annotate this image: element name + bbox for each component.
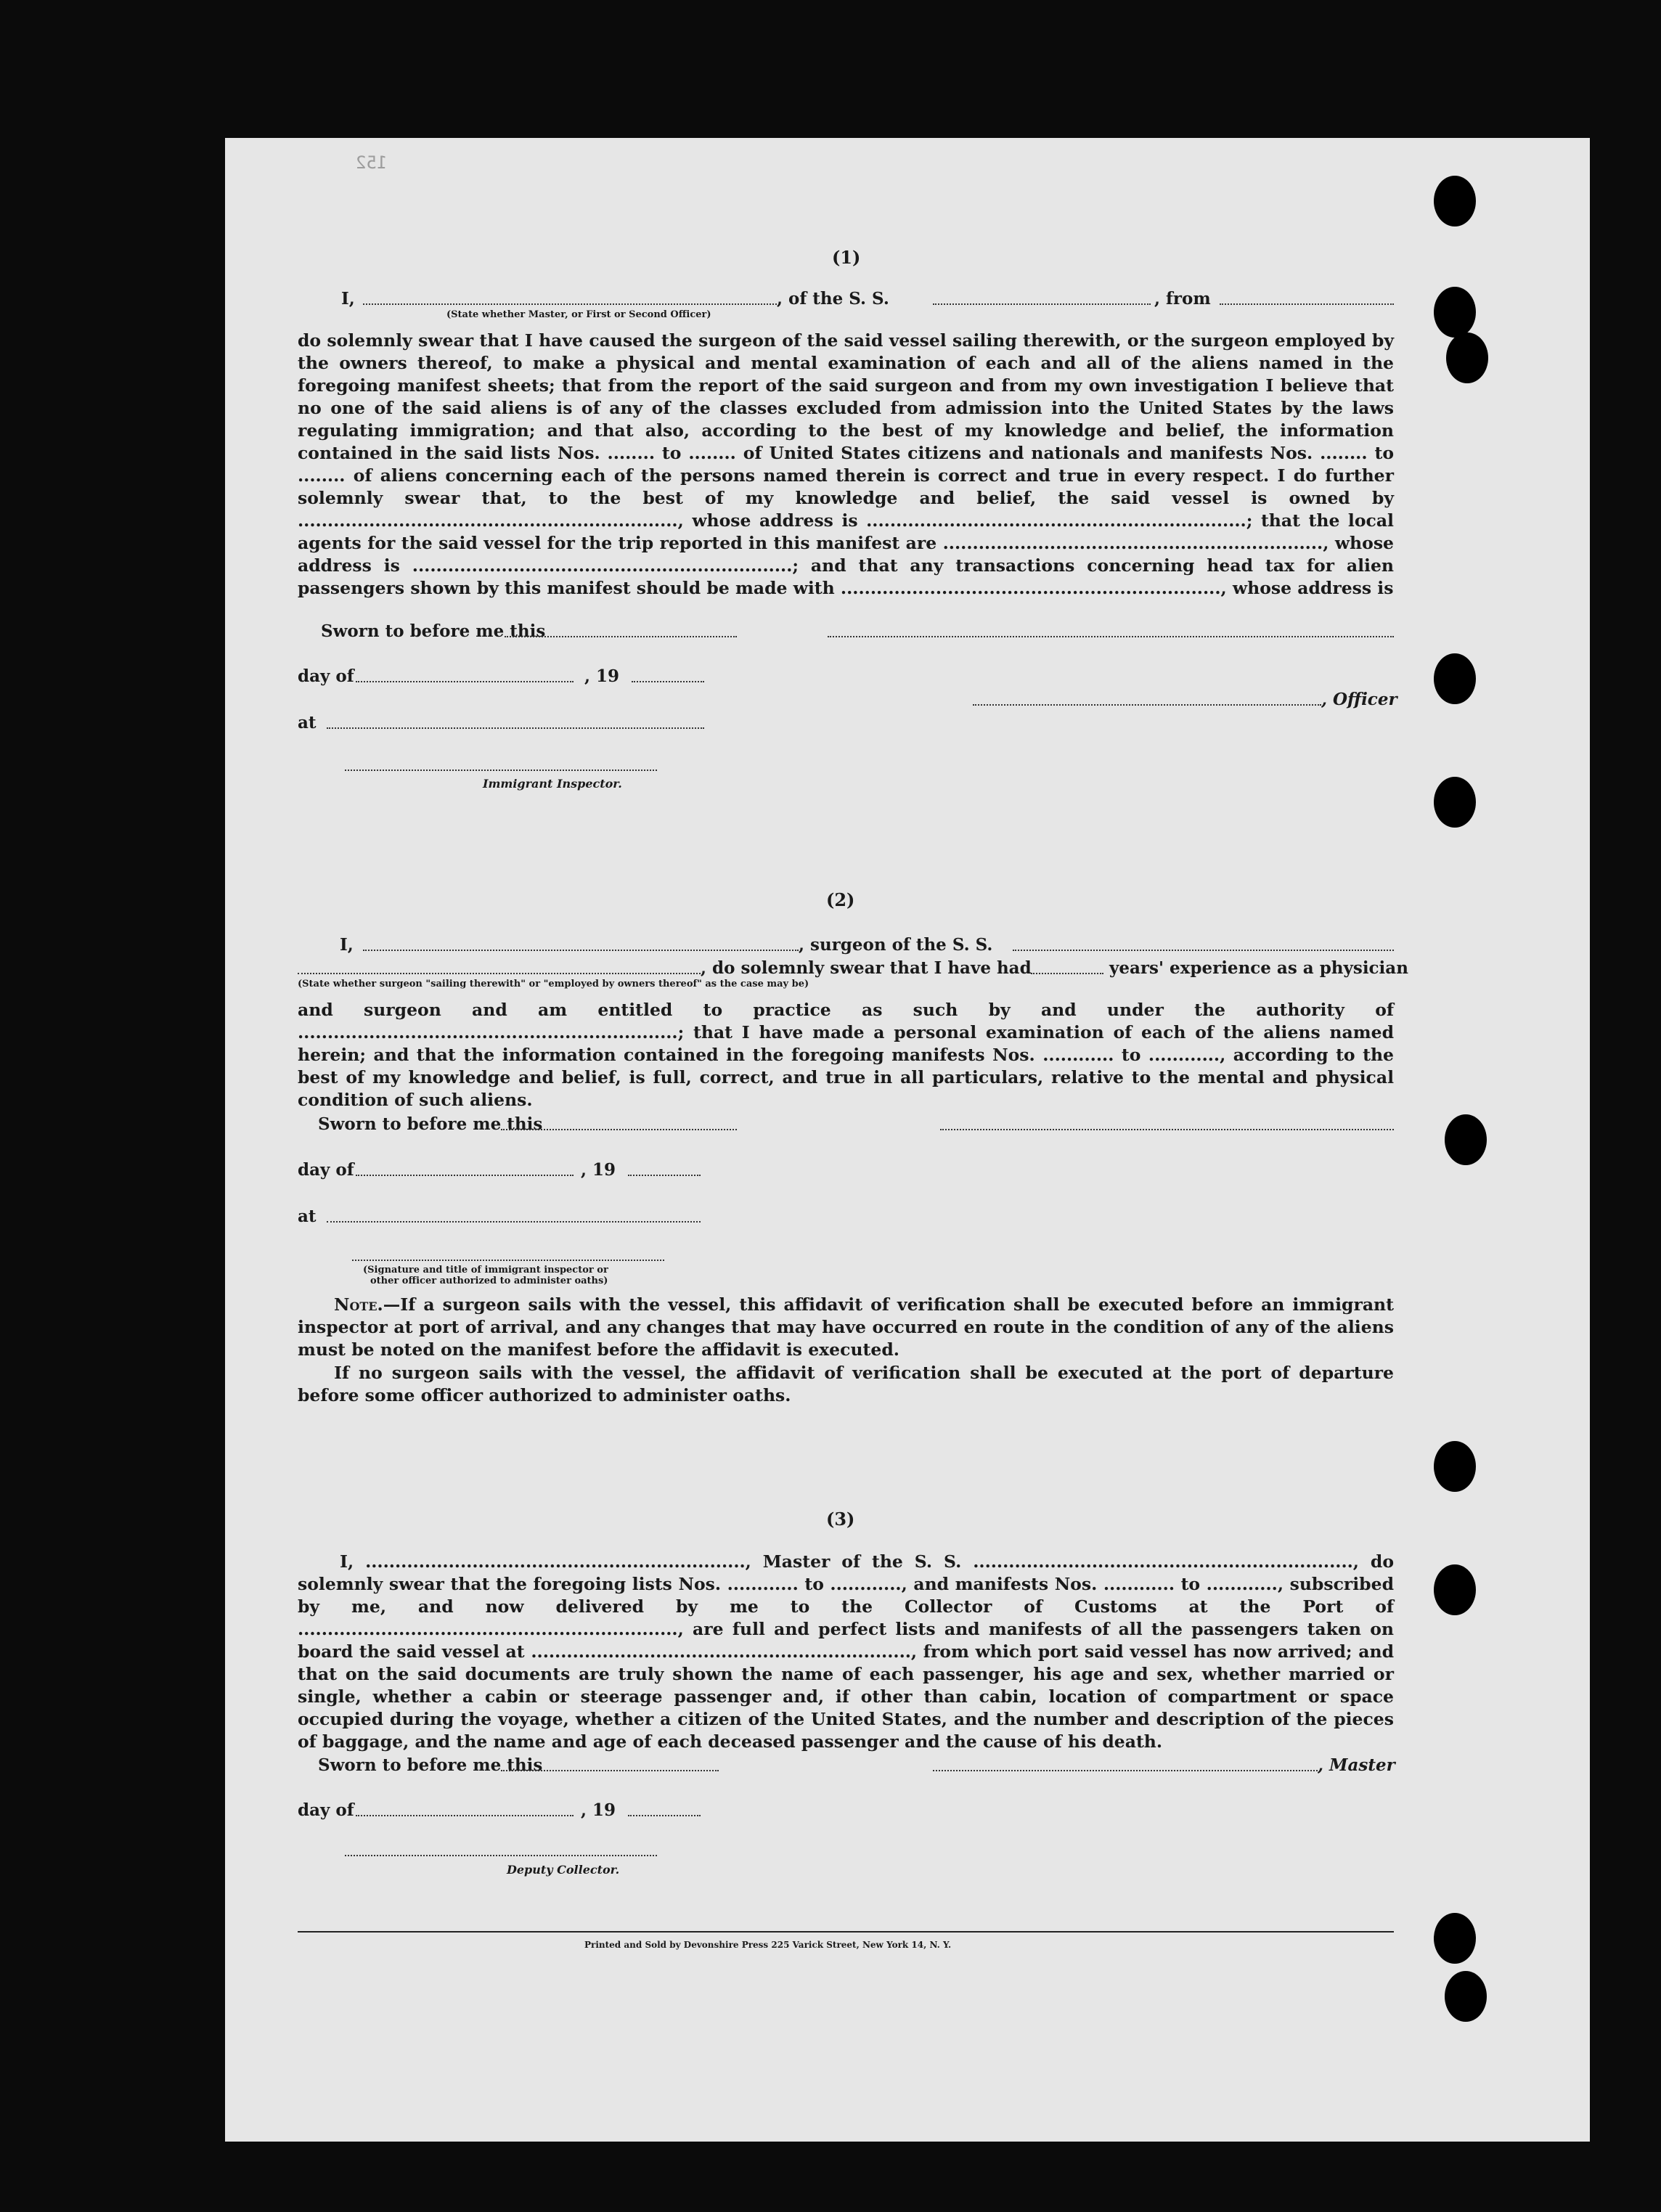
punch-hole <box>1434 287 1476 338</box>
s1-sworn-line <box>505 636 737 637</box>
punch-hole <box>1434 777 1476 828</box>
s3-deputy-line <box>345 1855 657 1856</box>
s1-i-label: I, <box>341 289 355 309</box>
s1-officer-sig-line <box>828 636 1394 637</box>
s1-year-label: , 19 <box>584 666 620 686</box>
s2-day-line <box>356 1175 574 1176</box>
s1-year-line <box>632 681 704 682</box>
s2-signature-note-1: (Signature and title of immigrant inspector or <box>363 1265 608 1276</box>
s2-signature-line <box>940 1129 1394 1130</box>
s1-of-ss-label: , of the S. S. <box>777 289 889 309</box>
s1-at-line <box>327 727 704 729</box>
s3-year-line <box>628 1815 701 1816</box>
s1-ship-line <box>933 303 1151 305</box>
punch-hole <box>1445 1971 1487 2022</box>
punch-hole <box>1434 176 1476 226</box>
s1-day-label: day of <box>298 666 354 686</box>
s1-officer-note: (State whether Master, or First or Second Officer) <box>446 309 711 320</box>
punch-hole <box>1434 653 1476 704</box>
s1-officer-line <box>973 704 1321 706</box>
s1-inspector-label: Immigrant Inspector. <box>483 777 622 791</box>
s1-sworn-label: Sworn to before me this <box>321 621 546 641</box>
section-3-number: (3) <box>826 1509 855 1530</box>
punch-hole <box>1446 332 1488 383</box>
s2-signature-note-2: other officer authorized to administer oaths) <box>370 1276 608 1286</box>
manifest-page <box>225 138 1590 2142</box>
s2-years-line <box>1031 973 1103 974</box>
punch-hole <box>1434 1564 1476 1615</box>
s3-master-label: , Master <box>1318 1755 1395 1775</box>
s2-sworn-line <box>501 1129 737 1130</box>
s1-officer-label: , Officer <box>1321 690 1397 709</box>
s2-sworn-label: Sworn to before me this <box>318 1114 543 1134</box>
s2-oath-paragraph: and surgeon and am entitled to practice as such by and under the authority of ................................................................; that I have made a personal examination of each of the aliens named herein; and that the information contained in the foregoing manifests Nos. ............ to ............, according to the best of my knowledge and belief, is full, correct, and true in all particulars, relative to the mental and physical condition of such aliens. <box>298 1000 1394 1110</box>
punch-hole <box>1445 1114 1487 1165</box>
s2-year-line <box>628 1175 701 1176</box>
s1-inspector-line <box>345 770 657 771</box>
s2-at-line <box>327 1221 701 1223</box>
s3-master-line <box>933 1770 1318 1771</box>
s3-year-label: , 19 <box>581 1800 616 1820</box>
s1-from-label: , from <box>1154 289 1211 309</box>
s2-note-paragraph-2: If no surgeon sails with the vessel, the affidavit of verification shall be executed at the port of departure before some officer authorized to administer oaths. <box>298 1363 1394 1405</box>
punch-hole <box>1434 1441 1476 1492</box>
printer-footer: Printed and Sold by Devonshire Press 225 Varick Street, New York 14, N. Y. <box>584 1940 952 1950</box>
s3-deputy-label: Deputy Collector. <box>507 1863 620 1877</box>
s1-at-label: at <box>298 713 317 732</box>
s1-from-line <box>1220 303 1394 305</box>
s1-day-line <box>356 681 574 682</box>
s2-at-label: at <box>298 1207 317 1226</box>
s3-sworn-line <box>501 1770 719 1771</box>
s2-i-label: I, <box>340 935 354 955</box>
s3-oath-paragraph: I, ................................................................, Master of the S. S. ................................................................, do solemnly swear that the foregoing lists Nos. ............ to ............, and manifests Nos. ............ to ............, subscribed by me, and now delivered by me to the Collector of Customs at the Port of ................................................................, are full and perfect lists and manifests of all the passengers taken on board the said vessel at ................................................................, from which port said vessel has now arrived; and that on the said documents are truly shown the name of each passenger, his age and sex, whether married or single, whether a cabin or steerage passenger and, if other than cabin, location of compartment or space occupied during the voyage, whether a citizen of the United States, and the number and description of the pieces of baggage, and the name and age of each deceased passenger and the cause of his death. <box>298 1551 1394 1752</box>
s2-day-label: day of <box>298 1160 354 1180</box>
s1-name-line <box>363 303 777 305</box>
s3-sworn-label: Sworn to before me this <box>318 1755 543 1775</box>
s2-note-paragraph <box>298 1294 1394 1361</box>
footer-rule <box>298 1931 1394 1933</box>
s3-day-label: day of <box>298 1800 354 1820</box>
section-1-number: (1) <box>832 247 861 268</box>
s2-note-label: Note. <box>334 1294 383 1315</box>
s2-inspector-line <box>352 1260 664 1261</box>
s1-oath-paragraph: do solemnly swear that I have caused the surgeon of the said vessel sailing therewith, or the surgeon employed by the owners thereof, to make a physical and mental examination of each and all of the aliens named in the foregoing manifest sheets; that from the report of the said surgeon and from my own investigation I believe that no one of the said aliens is of any of the classes excluded from admission into the United States by the laws regulating immigration; and that also, according to the best of my knowledge and belief, the information contained in the said lists Nos. ........ to ........ of United States citizens and nationals and manifests Nos. ........ to ........ of aliens concerning each of the persons named therein is correct and true in every respect. I do further solemnly swear that, to the best of my knowledge and belief, the said vessel is owned by ................................................................, whose address is ................................................................; that the local agents for the said vessel for the trip reported in this manifest are ................................................................, whose address is ................................................................; and that any transactions concerning head tax for alien passengers shown by this manifest should be made with ................................................................, whose address is <box>298 330 1394 598</box>
bleed-through-page-number: 152 <box>356 152 388 173</box>
s2-swear-label: , do solemnly swear that I have had <box>701 958 1032 978</box>
s3-day-line <box>356 1815 574 1816</box>
s2-note-text: —If a surgeon sails with the vessel, this affidavit of verification shall be executed before an immigrant inspector at port of arrival, and any changes that may have occurred en route in the condition of any of the aliens must be noted on the manifest before the affidavit is executed. <box>298 1294 1394 1360</box>
section-2-number: (2) <box>826 889 855 910</box>
punch-hole <box>1434 1913 1476 1964</box>
s2-surgeon-note: (State whether surgeon "sailing therewith" or "employed by owners thereof" as the case may be) <box>298 979 809 989</box>
s2-years-label: years' experience as a physician <box>1109 958 1408 978</box>
s2-name-line <box>363 950 799 951</box>
s2-surgeon-label: , surgeon of the S. S. <box>799 935 993 955</box>
s2-year-label: , 19 <box>581 1160 616 1180</box>
s2-status-line <box>298 973 701 974</box>
s2-ship-line <box>1013 950 1394 951</box>
